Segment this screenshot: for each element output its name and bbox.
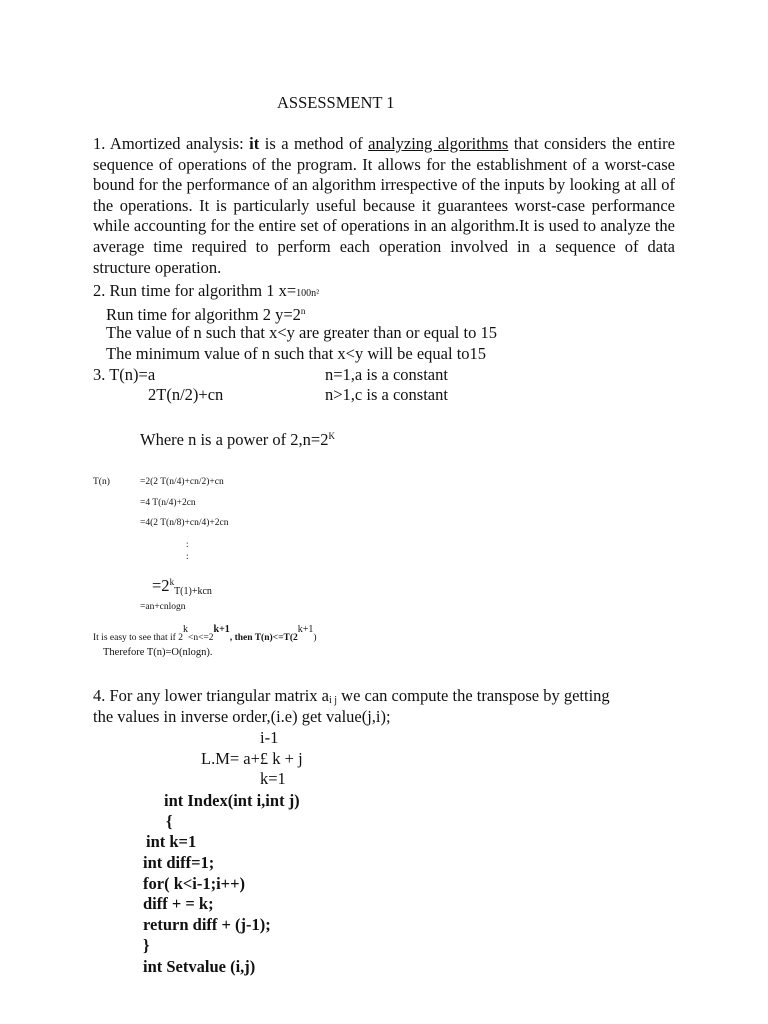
- q3-step2: =4 T(n/4)+2cn: [140, 498, 196, 508]
- q1-lead: 1. Amortized analysis:: [93, 134, 250, 153]
- q4-intro: 4. For any lower triangular matrix ai j we can compute the transpose by getting: [93, 686, 610, 706]
- q1-paragraph: [93, 134, 675, 278]
- code-line: int diff=1;: [143, 853, 215, 872]
- q3-t-label: T(n): [93, 477, 110, 487]
- q1-mid: is a method of: [259, 134, 369, 153]
- code-line: return diff + (j-1);: [143, 915, 271, 934]
- document-title: ASSESSMENT 1: [277, 93, 395, 112]
- q3-row1-left: 3. T(n)=a: [93, 365, 156, 384]
- code-line: diff + = k;: [143, 894, 214, 913]
- q4-line2: the values in inverse order,(i.e) get value(j,i);: [93, 707, 391, 726]
- q1-it: it: [249, 134, 260, 153]
- q2-line1: 2. Run time for algorithm 1 x=100n²: [93, 281, 320, 300]
- q3-row2-right: n>1,c is a constant: [325, 385, 448, 404]
- analyzing-algorithms-link[interactable]: analyzing algorithms: [368, 134, 509, 153]
- code-line: int Index(int i,int j): [164, 791, 300, 810]
- q2-small-expr: 100n²: [296, 288, 320, 299]
- q4-sum-bot: k=1: [260, 769, 286, 788]
- code-line: int k=1: [146, 832, 197, 851]
- q3-step4: $=2^kT(1)+kcn$: [152, 576, 212, 597]
- code-line: {: [166, 812, 173, 831]
- q2-line2: Run time for algorithm 2 $y=2^n$: [106, 305, 306, 324]
- q3-row2-left: 2T(n/2)+cn: [148, 385, 224, 404]
- q4-sum-mid: L.M= a+£ k + j: [201, 749, 303, 768]
- q3-where: Where n is a power of $2,n=2^K$: [140, 430, 335, 449]
- code-line: for( k<i-1;i++): [143, 874, 245, 893]
- q3-row1-right: n=1,a is a constant: [325, 365, 448, 384]
- q3-step5: =an+cnlogn: [140, 602, 186, 612]
- q3-dots-1: :: [186, 539, 189, 549]
- q4-sum-top: i-1: [260, 728, 279, 747]
- q3-easy-line: It is easy to see that if 2k<n<=2k+1, then T(n)<=T(2k+1): [93, 624, 317, 643]
- q1-rest: that considers the entire sequence of operations of the program. It allows for the establishment of a worst-case bound for the performance of an algorithm irrespective of the inputs by looking at all of the operations. It is particularly useful because it guarantees worst-case performance while accounting for the entire set of operations in an algorithm.It is used to analyze the average time required to perform each operation involved in a sequence of data structure operation.: [93, 134, 675, 277]
- code-line: }: [143, 936, 150, 955]
- code-line: int Setvalue (i,j): [143, 957, 256, 976]
- q2-line3: The value of n such that x<y are greater than or equal to 15: [106, 323, 497, 342]
- q3-step3: =4(2 T(n/8)+cn/4)+2cn: [140, 518, 229, 528]
- q3-therefore: Therefore T(n)=O(nlogn).: [103, 647, 213, 658]
- q3-step1: =2(2 T(n/4)+cn/2)+cn: [140, 477, 224, 487]
- q3-dots-2: :: [186, 551, 189, 561]
- q2-line4: The minimum value of n such that x<y will be equal to15: [106, 344, 487, 363]
